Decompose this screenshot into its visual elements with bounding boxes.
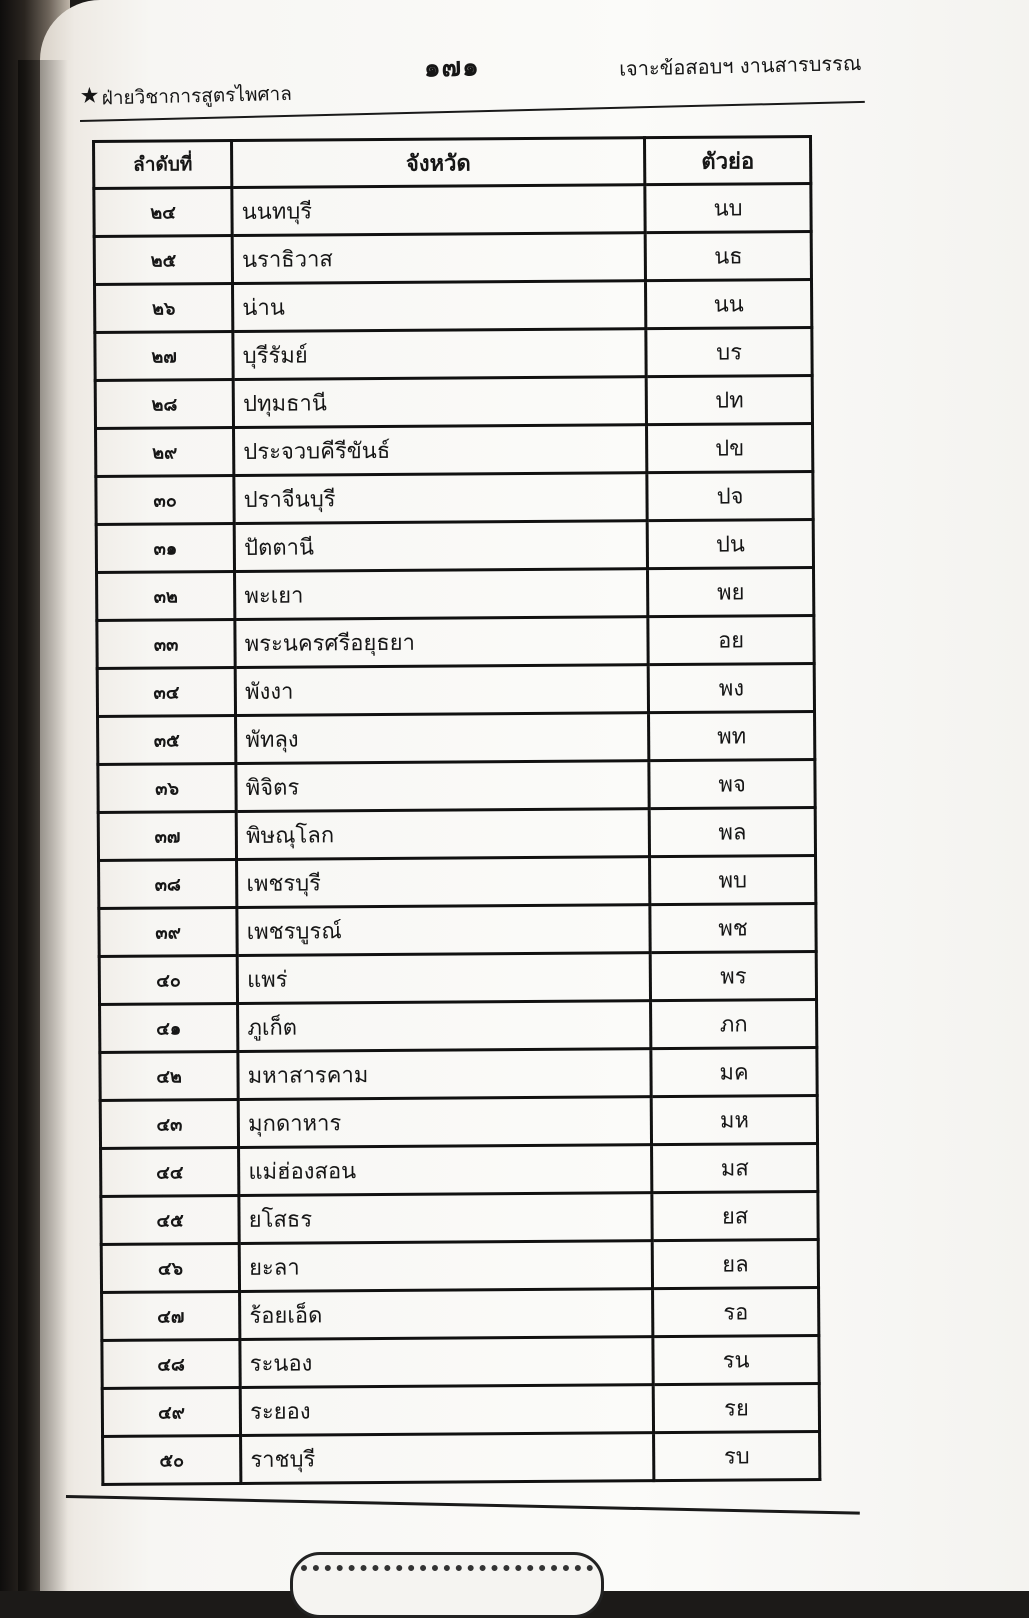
- province-name: ระยอง: [240, 1385, 653, 1436]
- row-number: ๓๙: [99, 908, 238, 957]
- star-icon: ★: [79, 83, 100, 109]
- row-number: ๔๖: [101, 1243, 240, 1292]
- page-edge-shadow: [18, 60, 68, 1591]
- province-name: น่าน: [233, 281, 646, 332]
- column-header-province: จังหวัด: [232, 138, 645, 188]
- province-name: ภูเก็ต: [238, 1001, 651, 1052]
- table-row: [101, 1143, 818, 1196]
- table-row: [102, 1383, 819, 1436]
- table-row: [96, 471, 813, 524]
- row-number: ๔๓: [100, 1100, 239, 1149]
- table-row: [97, 567, 814, 620]
- row-number: ๔๕: [101, 1195, 240, 1244]
- table-row: [99, 855, 816, 908]
- province-name: พิจิตร: [236, 761, 649, 812]
- table-row: [95, 375, 812, 428]
- province-name: นนทบุรี: [232, 185, 645, 236]
- province-abbreviation: นธ: [645, 231, 811, 280]
- row-number: ๔๘: [102, 1339, 241, 1388]
- province-abbreviation: มค: [651, 1047, 817, 1096]
- province-abbreviation-table: [92, 135, 821, 1486]
- province-abbreviation: ปข: [647, 423, 813, 472]
- province-name: พังงา: [235, 665, 648, 716]
- province-abbreviation: ยส: [652, 1191, 818, 1240]
- row-number: ๓๕: [98, 716, 237, 765]
- row-number: ๓๑: [96, 524, 235, 573]
- row-number: ๔๗: [102, 1291, 241, 1340]
- table-row: [100, 1095, 817, 1148]
- province-name: ระนอง: [240, 1337, 653, 1388]
- province-name: เพชรบุรี: [237, 857, 650, 908]
- table-row: [98, 759, 815, 812]
- province-abbreviation: พท: [649, 711, 815, 760]
- province-abbreviation: พย: [648, 567, 814, 616]
- table-row: [101, 1191, 818, 1244]
- province-abbreviation: พร: [650, 951, 816, 1000]
- row-number: ๓๐: [96, 476, 235, 525]
- row-number: ๔๒: [100, 1052, 239, 1101]
- table-row: [96, 423, 813, 476]
- province-abbreviation: รย: [653, 1383, 819, 1432]
- province-abbreviation: พจ: [649, 759, 815, 808]
- row-number: ๒๗: [95, 332, 234, 381]
- footer-badge-text-obscured: [301, 1565, 593, 1581]
- table-row: [102, 1335, 819, 1388]
- column-header-number: ลำดับที่: [94, 141, 233, 189]
- row-number: ๓๗: [98, 812, 237, 861]
- table-row: [95, 327, 812, 380]
- province-name: มหาสารคาม: [238, 1049, 651, 1100]
- row-number: ๓๔: [97, 668, 236, 717]
- table-row: [94, 183, 811, 236]
- table-row: [101, 1239, 818, 1292]
- table-row: [99, 903, 816, 956]
- province-abbreviation: ยล: [652, 1239, 818, 1288]
- province-name: ร้อยเอ็ด: [240, 1289, 653, 1340]
- province-abbreviation: ปท: [646, 375, 812, 424]
- table-header-row: [94, 136, 811, 188]
- table-row: [98, 807, 815, 860]
- province-name: พิษณุโลก: [236, 809, 649, 860]
- province-abbreviation: ปจ: [647, 471, 813, 520]
- province-abbreviation: ภก: [651, 999, 817, 1048]
- province-abbreviation: รน: [653, 1335, 819, 1384]
- table-row: [98, 711, 815, 764]
- page-number: ๑๗๑: [423, 52, 481, 84]
- table-row: [94, 231, 811, 284]
- province-abbreviation: พล: [649, 807, 815, 856]
- table-row: [100, 1047, 817, 1100]
- row-number: ๒๖: [95, 284, 234, 333]
- province-name: ปทุมธานี: [233, 377, 646, 428]
- province-name: พัทลุง: [236, 713, 649, 764]
- province-abbreviation: ปน: [647, 519, 813, 568]
- province-name: นราธิวาส: [232, 233, 645, 284]
- row-number: ๒๕: [94, 236, 233, 285]
- header-left-title: ฝ่ายวิชาการสูตรไพศาล: [101, 82, 293, 110]
- row-number: ๒๘: [95, 380, 234, 429]
- row-number: ๕๐: [103, 1435, 242, 1484]
- province-name: ปราจีนบุรี: [234, 473, 647, 524]
- province-name: มุกดาหาร: [238, 1097, 651, 1148]
- table-row: [100, 999, 817, 1052]
- province-abbreviation: รอ: [653, 1287, 819, 1336]
- province-name: ยโสธร: [239, 1193, 652, 1244]
- header-right-title: เจาะข้อสอบฯ งานสารบรรณ: [618, 50, 862, 81]
- province-abbreviation: มส: [652, 1143, 818, 1192]
- province-abbreviation: รบ: [654, 1431, 820, 1480]
- table-row: [97, 615, 814, 668]
- province-name: ราชบุรี: [241, 1433, 654, 1484]
- province-name: ปัตตานี: [234, 521, 647, 572]
- province-abbreviation: พบ: [650, 855, 816, 904]
- province-abbreviation: พช: [650, 903, 816, 952]
- table-row: [103, 1431, 820, 1484]
- province-table-wrap: [92, 135, 821, 1486]
- province-name: บุรีรัมย์: [233, 329, 646, 380]
- row-number: ๓๖: [98, 764, 237, 813]
- province-abbreviation: นน: [646, 279, 812, 328]
- table-row: [102, 1287, 819, 1340]
- province-name: ยะลา: [239, 1241, 652, 1292]
- province-name: พระนครศรีอยุธยา: [235, 617, 648, 668]
- table-row: [99, 951, 816, 1004]
- row-number: ๔๑: [100, 1004, 239, 1053]
- row-number: ๒๙: [96, 428, 235, 477]
- table-row: [95, 279, 812, 332]
- table-body: [94, 183, 820, 1484]
- province-name: แพร่: [237, 953, 650, 1004]
- column-header-abbreviation: ตัวย่อ: [645, 136, 811, 184]
- row-number: ๓๒: [97, 572, 236, 621]
- row-number: ๓๓: [97, 620, 236, 669]
- province-abbreviation: นบ: [645, 183, 811, 232]
- province-abbreviation: บร: [646, 327, 812, 376]
- province-name: ประจวบคีรีขันธ์: [234, 425, 647, 476]
- row-number: ๔๔: [101, 1148, 240, 1197]
- province-abbreviation: อย: [648, 615, 814, 664]
- row-number: ๓๘: [99, 860, 238, 909]
- footer-badge: [290, 1552, 604, 1618]
- province-name: แม่ฮ่องสอน: [239, 1145, 652, 1196]
- table-row: [97, 663, 814, 716]
- province-name: พะเยา: [235, 569, 648, 620]
- province-name: เพชรบูรณ์: [237, 905, 650, 956]
- row-number: ๔๐: [99, 956, 238, 1005]
- row-number: ๒๔: [94, 188, 233, 237]
- row-number: ๔๙: [102, 1387, 241, 1436]
- province-abbreviation: มห: [651, 1095, 817, 1144]
- province-abbreviation: พง: [648, 663, 814, 712]
- table-row: [96, 519, 813, 572]
